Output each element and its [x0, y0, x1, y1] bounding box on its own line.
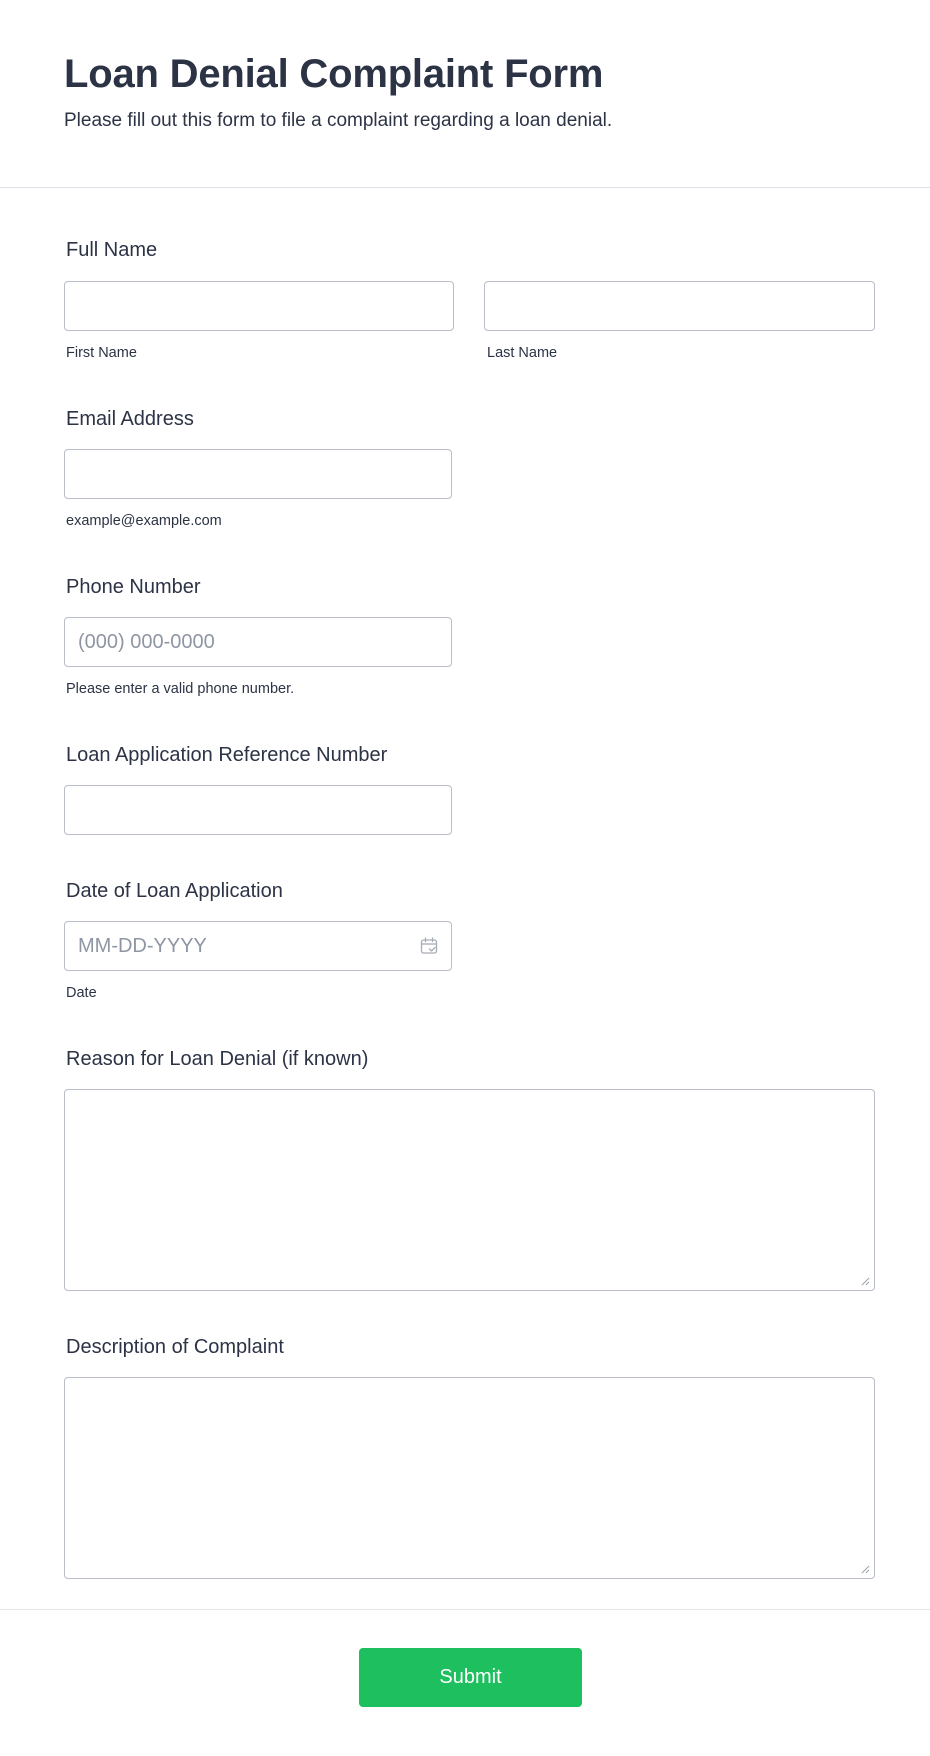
phone-field[interactable] — [64, 617, 452, 667]
description-label: Description of Complaint — [66, 1336, 284, 1358]
form-subtitle: Please fill out this form to file a complaint regarding a loan denial. — [64, 110, 613, 131]
first-name-input[interactable] — [65, 282, 453, 330]
reason-textarea[interactable] — [65, 1090, 874, 1290]
calendar-icon[interactable] — [420, 937, 438, 955]
first-name-sublabel: First Name — [66, 345, 137, 361]
phone-sublabel: Please enter a valid phone number. — [66, 681, 295, 697]
resize-grip-icon[interactable] — [861, 1565, 870, 1574]
form-header — [0, 0, 930, 188]
email-sublabel: example@example.com — [66, 513, 222, 529]
date-input[interactable] — [65, 922, 451, 970]
first-name-field[interactable] — [64, 281, 454, 331]
reference-label: Loan Application Reference Number — [66, 744, 388, 766]
email-field[interactable] — [64, 449, 452, 499]
full-name-label: Full Name — [66, 239, 158, 261]
form-title: Loan Denial Complaint Form — [64, 52, 604, 96]
phone-label: Phone Number — [66, 576, 201, 598]
reason-label: Reason for Loan Denial (if known) — [66, 1048, 369, 1070]
email-label: Email Address — [66, 408, 194, 430]
last-name-input[interactable] — [485, 282, 874, 330]
form-footer — [0, 1609, 930, 1756]
description-textarea-field[interactable] — [64, 1377, 875, 1579]
phone-input[interactable] — [65, 618, 451, 666]
description-textarea[interactable] — [65, 1378, 874, 1578]
date-field[interactable] — [64, 921, 452, 971]
submit-button[interactable]: Submit — [359, 1648, 582, 1707]
reference-field[interactable] — [64, 785, 452, 835]
email-input[interactable] — [65, 450, 451, 498]
date-sublabel: Date — [66, 985, 97, 1001]
date-label: Date of Loan Application — [66, 880, 283, 902]
reference-input[interactable] — [65, 786, 451, 834]
reason-textarea-field[interactable] — [64, 1089, 875, 1291]
last-name-field[interactable] — [484, 281, 875, 331]
resize-grip-icon[interactable] — [861, 1277, 870, 1286]
last-name-sublabel: Last Name — [487, 345, 558, 361]
